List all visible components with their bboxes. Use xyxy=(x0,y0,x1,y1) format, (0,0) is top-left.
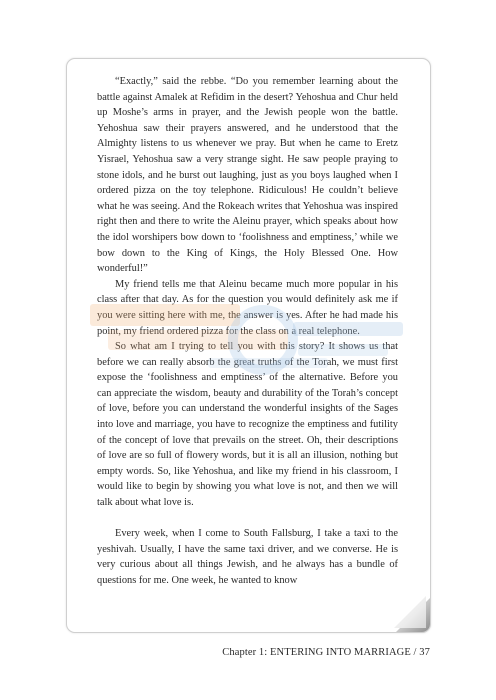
paragraph-2: My friend tells me that Aleinu became much more popular in his class after that day. As for the question you would definitely ask me if you were sitting here with me, the answer is yes. After he had made his point, my friend ordered pizza for the class on a real telephone. xyxy=(97,278,398,337)
paragraph-3: So what am I trying to tell you with this story? It shows us that before we can really absorb the great truths of the Torah, we must first expose the ‘foolishness and emptiness’ of the alternative. Before you can appreciate the wisdom, beauty and durability of the Torah’s concept of love, before you can understand the wonderful insights of the Sages into love and marriage, you have to recognize the emptiness and futility of the concept of love that prevails on the street. Oh, their descriptions of love are so full of flowery words, but it is all an illusion, nothing but empty words. So, like Yehoshua, and like my friend in his classroom, I would like to begin by showing you what love is not, and then we will talk about what love is. xyxy=(97,341,398,509)
page-curl-fold-icon xyxy=(394,596,426,628)
book-page xyxy=(66,58,431,633)
paragraph-4: Every week, when I come to South Fallsburg, I take a taxi to the yeshivah. Usually, I have the same taxi driver, and we converse. He is very curious about all things Jewish, and he always has a bundle of questions for me. One week, he wanted to know xyxy=(97,528,398,586)
paragraph-1: “Exactly,” said the rebbe. “Do you remember learning about the battle against Amalek at Refidim in the desert? Yehoshua and Chur held up Moshe’s arms in prayer, and the Jewish people won the battle. Yehoshua saw their prayers answered, and he understood that the Almighty listens to us whenever we pray. But when he came to Eretz Yisrael, Yehoshua saw a very strange sight. He saw people praying to stone idols, and he burst out laughing, just as you boys laughed when I ordered pizza on the toy telephone. Ridiculous! He couldn’t believe what he was seeing. And the Rokeach writes that Yehoshua was inspired right then and there to write the Aleinu prayer, which speaks about how the idol worshipers bow down to ‘foolishness and emptiness,’ while we bow down to the King of Kings, the Holy Blessed One. How wonderful!” xyxy=(97,76,398,275)
page-text xyxy=(97,74,398,589)
page-footer: Chapter 1: ENTERING INTO MARRIAGE / 37 xyxy=(222,647,430,658)
